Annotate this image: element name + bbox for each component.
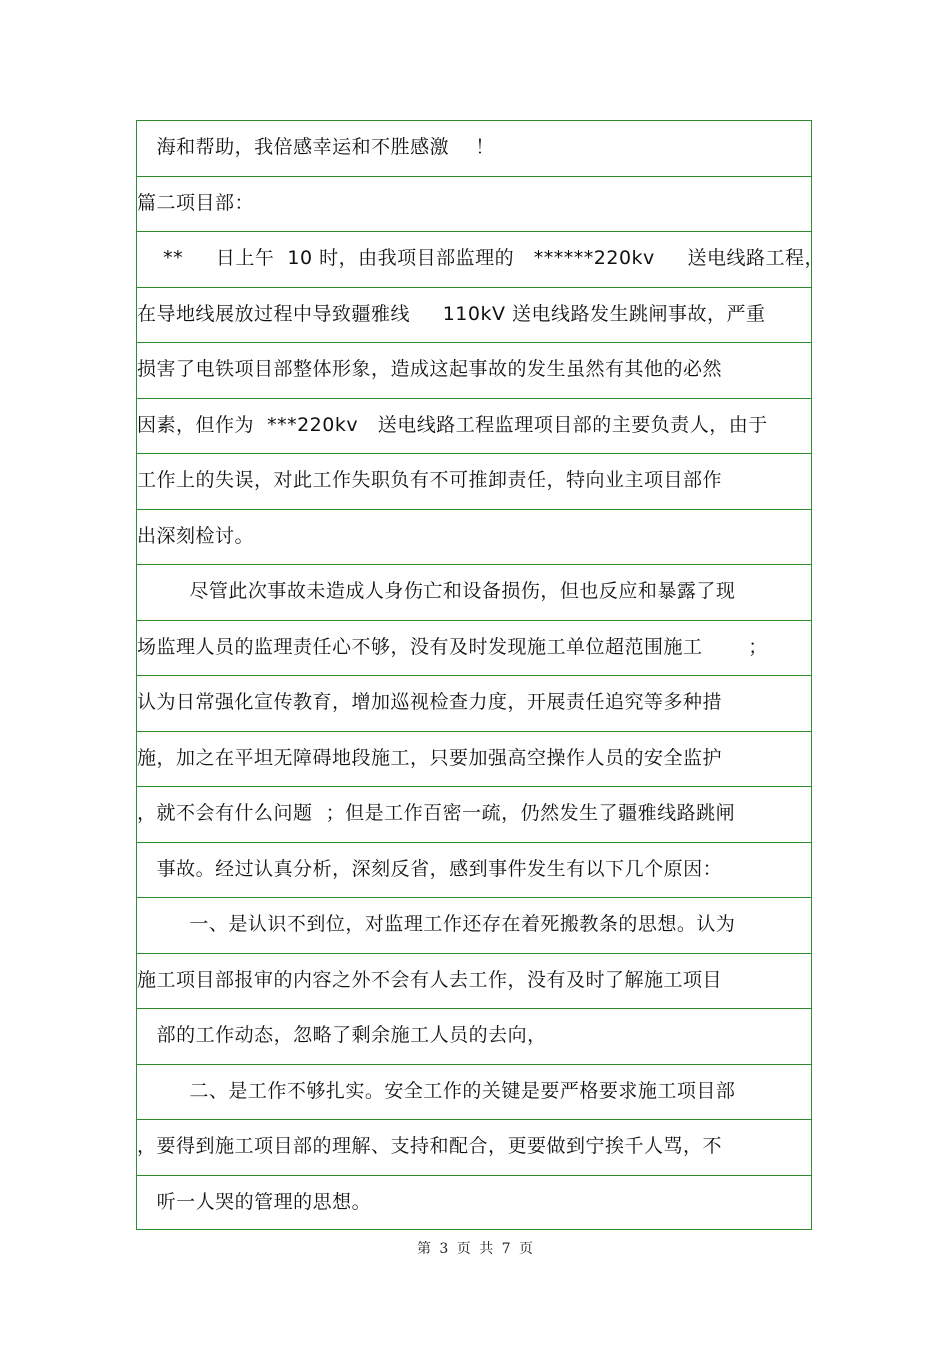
text-line: 尽管此次事故未造成人身伤亡和设备损伤，但也反应和暴露了现 — [137, 580, 736, 602]
text-line: 一、是认识不到位，对监理工作还存在着死搬教条的思想。认为 — [137, 913, 736, 935]
text-row — [137, 732, 811, 788]
text-line: 工作上的失误，对此工作失职负有不可推卸责任，特向业主项目部作 — [137, 469, 723, 491]
text-line: 施，加之在平坦无障碍地段施工，只要加强高空操作人员的安全监护 — [137, 746, 723, 769]
text-row — [137, 565, 811, 621]
text-line: ，就不会有什么问题 ；但是工作百密一疏，仍然发生了疆雅线路跳闸 — [137, 802, 736, 824]
section-heading: 篇二项目部： — [137, 191, 255, 214]
text-line: 在导地线展放过程中导致疆雅线 110kV 送电线路发生跳闸事故，严重 — [137, 302, 766, 325]
text-row — [137, 454, 811, 510]
text-row — [137, 121, 811, 177]
text-line: 二、是工作不够扎实。安全工作的关键是要严格要求施工项目部 — [137, 1079, 736, 1102]
page-number: 第 3 页 共 7 页 — [416, 1241, 534, 1257]
text-row — [137, 399, 811, 455]
text-row — [137, 177, 811, 233]
text-line: ，要得到施工项目部的理解、支持和配合，更要做到宁挨千人骂，不 — [137, 1135, 723, 1157]
text-row — [137, 676, 811, 732]
text-line: 因素，但作为 ***220kv 送电线路工程监理项目部的主要负责人，由于 — [137, 413, 768, 436]
text-row — [137, 1009, 811, 1065]
text-line: 部的工作动态，忽略了剩余施工人员的去向， — [137, 1024, 547, 1046]
text-row — [137, 787, 811, 843]
text-line: 施工项目部报审的内容之外不会有人去工作，没有及时了解施工项目 — [137, 968, 723, 991]
text-row — [137, 510, 811, 566]
text-row — [137, 343, 811, 399]
text-line: 损害了电铁项目部整体形象，造成这起事故的发生虽然有其他的必然 — [137, 358, 723, 380]
text-line: 出深刻检讨。 — [137, 524, 255, 547]
text-row — [137, 621, 811, 677]
text-row — [137, 843, 811, 899]
text-line: ** 日上午 10 时，由我项目部监理的 ******220kv 送电线路工程， — [137, 247, 824, 269]
text-line: 场监理人员的监理责任心不够，没有及时发现施工单位超范围施工 ； — [137, 635, 768, 658]
text-line: 认为日常强化宣传教育，增加巡视检查力度，开展责任追究等多种措 — [137, 691, 723, 713]
document-page-frame — [136, 120, 824, 1230]
text-row — [137, 1120, 811, 1176]
text-line: 事故。经过认真分析，深刻反省，感到事件发生有以下几个原因： — [137, 857, 723, 880]
text-line: 听一人哭的管理的思想。 — [137, 1190, 372, 1213]
text-row — [137, 954, 811, 1010]
text-row — [137, 1176, 811, 1232]
text-row — [137, 232, 824, 288]
text-row — [137, 898, 811, 954]
text-line: 海和帮助，我倍感幸运和不胜感激 ！ — [137, 136, 495, 158]
text-row — [137, 288, 811, 344]
text-row — [137, 1065, 811, 1121]
